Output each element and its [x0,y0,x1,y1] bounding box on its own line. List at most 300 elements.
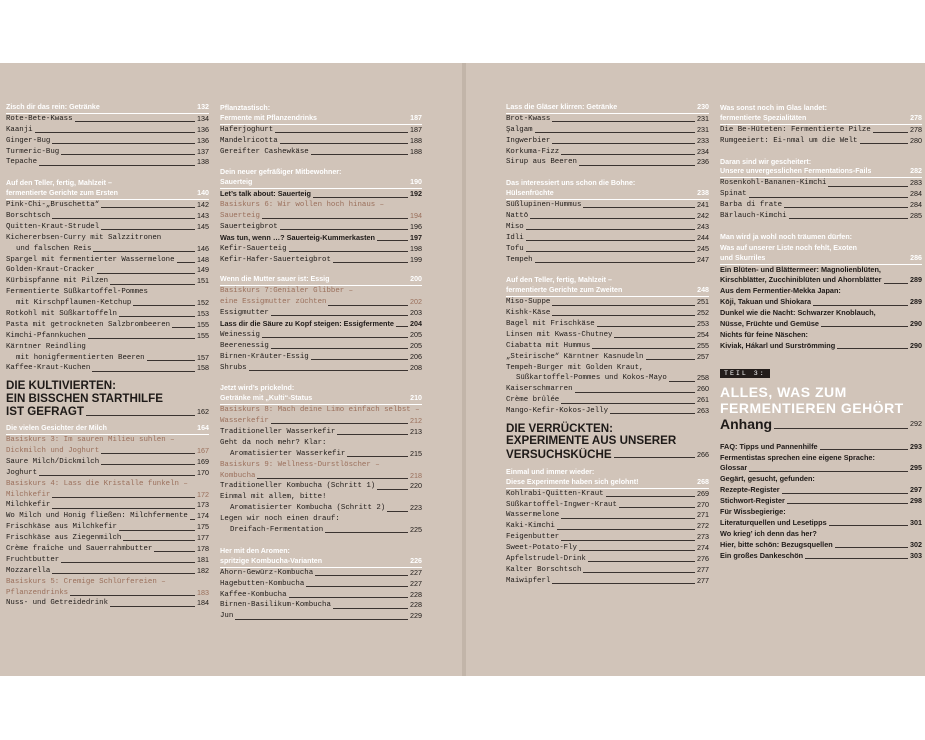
toc-entry [720,496,922,507]
toc-entry [506,114,709,125]
toc-entry-title: und falschen Reis [16,244,92,253]
leader-dots [172,327,195,328]
leader-dots [119,316,195,317]
page-number: 274 [697,543,709,553]
leader-dots [88,338,195,339]
leader-dots [333,608,408,609]
page-number: 248 [697,286,709,295]
leader-dots [552,143,695,144]
toc-entry [220,600,422,611]
toc-entry [720,442,922,453]
leader-dots [828,186,908,187]
toc-entry [6,446,209,457]
leader-dots [552,315,695,316]
toc-entry [6,555,209,566]
page-number: 200 [410,275,422,284]
toc-entry [6,353,209,364]
toc-entry [6,320,209,331]
page-number: 212 [410,416,422,426]
page-number: 226 [410,556,422,565]
toc-entry [506,521,709,532]
section-heading: Daran sind wir gescheitert: [720,157,812,166]
toc-entry-title: Pink-Chi-„Bruschetta“ [6,201,100,210]
page-number: 268 [697,477,709,486]
toc-line: Basiskurs 7:Genialer Glibber – [220,287,354,296]
toc-entry-title: Saure Milch/Dickmilch [6,457,100,466]
toc-entry-title: Dickmilch und Joghurt [6,446,100,455]
toc-entry-title: Birnen-Kräuter-Essig [220,352,309,361]
section-heading [6,103,209,114]
page-number: 263 [697,406,709,416]
page-number: 230 [697,102,709,111]
page-number: 181 [197,554,209,564]
toc-column-1 [6,103,209,609]
leader-dots [119,530,195,531]
toc-entry [506,136,709,147]
toc-entry [720,200,922,211]
toc-entry-title: Rote-Bete-Kwass [6,114,73,123]
leader-dots [271,423,408,424]
page-number: 261 [697,395,709,405]
page-number: 210 [410,394,422,403]
toc-entry [6,522,209,533]
leader-dots [787,503,908,504]
leader-dots [579,550,695,551]
leader-dots [35,132,195,133]
toc-entry [6,147,209,158]
leader-dots [805,558,908,559]
page-number: 243 [697,221,709,231]
section-heading-text: Fermente mit Pflanzendrinks [220,113,317,122]
toc-entry [506,373,709,384]
leader-dots [313,197,408,198]
toc-entry-title: Kaiserschmarren [506,385,573,394]
leader-dots [526,229,695,230]
toc-entry [506,554,709,565]
toc-entry-title: Kishk-Käse [506,309,551,318]
section-heading: Einmal und immer wieder: [506,467,595,476]
toc-entry-title: Kiviak, Hákarl und Surströmming [720,340,836,350]
spacer [720,147,922,157]
toc-entry-title: Borschtsch [6,212,51,220]
toc-entry [6,331,209,342]
section-heading [506,286,709,297]
toc-entry-title: Kombucha [220,471,256,480]
spacer [6,168,209,178]
toc-entry-title: Kalter Borschtsch [506,565,582,574]
leader-dots [561,540,695,541]
toc-entry-title: Mango-Kefir-Kokos-Jelly [506,407,609,416]
page-number: 236 [697,157,709,167]
leader-dots [860,143,909,144]
page-number: 178 [197,543,209,553]
leader-dots [249,370,408,371]
toc-column-2 [220,103,422,622]
page-number: 173 [197,500,209,510]
toc-entry [506,510,709,521]
toc-line: Ein Blüten- und Blättermeer: Magnolienblüten, [720,264,881,274]
toc-entry [220,449,422,460]
toc-entry-title: Haferjoghurt [220,125,274,134]
leader-dots [579,165,695,166]
section-heading-text: fermentierte Gerichte zum Zweiten [506,286,623,295]
toc-line: Einmal mit allem, bitte! [220,493,327,502]
toc-line: Basiskurs 5: Cremige Schlürfereien – [6,577,166,586]
page-number: 187 [410,124,422,134]
toc-entry [506,319,709,330]
leader-dots [782,493,908,494]
toc-column-3 [506,103,709,587]
page-number: 164 [197,424,209,433]
toc-entry [6,157,209,168]
page-number: 289 [910,275,922,285]
toc-entry [6,533,209,544]
toc-entry [220,611,422,622]
toc-entry-title: Gereifter Cashewkäse [220,147,309,156]
page-number: 228 [410,589,422,599]
toc-entry-title: Kefir-Sauerteig [220,244,287,253]
page-number: 238 [697,189,709,198]
toc-entry-title: Bärlauch-Kimchi [720,212,787,220]
toc-entry-title: Feigenbutter [506,533,560,542]
part-title: EIN BISSCHEN STARTHILFE [6,391,163,405]
spacer [506,168,709,178]
toc-line: Kärntner Reindling [6,342,86,351]
toc-entry [6,468,209,479]
section-heading [220,178,422,189]
part-title: ALLES, WAS ZUM [720,383,847,400]
leader-dots [110,284,195,285]
leader-dots [271,348,408,349]
page-number: 223 [410,503,422,513]
toc-entry-title: Joghurt [6,468,38,477]
leader-dots [619,507,695,508]
leader-dots [262,337,408,338]
page-number: 218 [410,470,422,480]
leader-dots [377,489,408,490]
toc-entry-title: Rezepte-Register [720,485,780,495]
page-number: 146 [197,243,209,253]
leader-dots [147,360,195,361]
leader-dots [561,403,695,404]
toc-entry [220,405,422,416]
section-heading-text: fermentierte Spezialitäten [720,113,807,122]
toc-entry [6,114,209,125]
leader-dots [526,240,695,241]
leader-dots [289,251,408,252]
toc-entry [506,341,709,352]
section-heading [220,114,422,125]
leader-dots [280,229,408,230]
leader-dots [154,551,195,552]
page-number: 292 [910,418,922,428]
toc-entry-title: Kohlrabi-Quitten-Kraut [506,489,604,498]
page-number: 290 [910,319,922,329]
toc-entry-title: Apfelstrudel-Drink [506,554,586,563]
toc-entry [220,319,422,330]
page-number: 297 [910,485,922,495]
section-heading: Her mit den Aromen: [220,546,290,555]
leader-dots [552,121,695,122]
toc-entry-title: Bagel mit Frischkäse [506,320,595,329]
toc-entry-title: Ahorn-Gewürz-Kombucha [220,568,314,577]
leader-dots [561,518,695,519]
page-number: 183 [197,587,209,597]
page-number: 266 [697,449,709,459]
page-number: 204 [410,319,422,329]
page-number: 289 [910,297,922,307]
page-number: 136 [197,135,209,145]
leader-dots [535,132,695,133]
toc-entry-title: Şalgam [506,125,533,134]
toc-line: Nichts für feine Näschen: [720,329,808,339]
page-number: 172 [197,489,209,499]
page-number: 242 [697,211,709,220]
toc-entry-title: Sauerteig [220,212,260,220]
section-heading: Pflanztastisch: [220,104,271,112]
toc-entry [506,297,709,308]
leader-dots [101,229,195,230]
toc-entry [220,147,422,158]
toc-entry-title: Wassermelone [506,511,560,520]
part-badge: TEIL 3: [720,369,770,378]
toc-entry-title: Dreifach-Fermentation [230,526,324,535]
part-title [6,405,209,418]
page-number: 277 [697,575,709,585]
toc-entry-title: Ingwerbier [506,136,551,145]
toc-entry [220,352,422,363]
spacer [720,222,922,232]
leader-dots [749,471,908,472]
toc-entry-title: Pasta mit getrockneten Salzbrombeeren [6,320,171,329]
page-number: 153 [197,309,209,319]
toc-line: Kichererbsen-Curry mit Salzzitronen [6,233,162,242]
page-number: 286 [910,253,922,262]
leader-dots [561,154,695,155]
toc-entry [506,384,709,395]
page-number: 231 [697,124,709,134]
section-heading-text: Getränke mit „Kulti“-Status [220,394,313,403]
toc-entry [6,222,209,233]
toc-entry-title: Wo Milch und Honig fließen: Milchfermente [6,512,188,521]
page-number: 280 [910,135,922,145]
leader-dots [235,619,408,620]
page-number: 213 [410,427,422,437]
toc-entry-title: Kimchi-Pfannkuchen [6,331,86,340]
toc-entry [506,543,709,554]
toc-entry [220,590,422,601]
toc-entry-title: Süßkartoffel-Ingwer-Kraut [506,500,617,509]
page-number: 298 [910,496,922,506]
toc-entry-title: Spinat [720,190,747,199]
toc-entry-title: Aromatisierter Kombucha (Schritt 2) [230,504,386,513]
leader-dots [597,326,695,327]
page-number: 233 [697,135,709,145]
toc-entry [220,297,422,308]
toc-entry [720,319,922,330]
section-heading [6,189,209,200]
toc-entry-title: Pflanzendrinks [6,588,69,597]
part-title-text: IST GEFRAGT [6,405,84,419]
leader-dots [75,121,195,122]
leader-dots [271,315,408,316]
page-number: 157 [197,352,209,362]
spacer [220,536,422,546]
toc-entry [506,255,709,266]
toc-entry-title: Kōji, Takuan und Shiokara [720,297,812,307]
page-number: 228 [410,600,422,610]
leader-dots [387,511,408,512]
page-number: 255 [697,340,709,350]
page-number: 194 [410,211,422,220]
toc-entry-title: Golden-Kraut-Cracker [6,266,95,275]
page-number: 225 [410,525,422,535]
toc-line: Dunkel wie die Nacht: Schwarzer Knoblauch, [720,308,876,318]
toc-entry-title: Glossar [720,463,748,473]
leader-dots [52,143,195,144]
leader-dots [530,218,695,219]
toc-entry [6,244,209,255]
toc-entry [6,211,209,222]
leader-dots [328,305,408,306]
toc-entry-title: Literaturquellen und Lesetipps [720,517,827,527]
leader-dots [820,449,908,450]
toc-entry [6,309,209,320]
page-number: 136 [197,124,209,134]
toc-line: Fermentierte Süßkartoffel-Pommes [6,288,148,297]
section-heading: Was auf unserer Liste noch fehlt, Exoten [720,243,857,252]
toc-entry [6,125,209,136]
page-number: 155 [197,319,209,329]
toc-entry [220,222,422,233]
page-number: 134 [197,113,209,123]
page-number: 244 [697,232,709,242]
spacer [720,352,922,362]
toc-entry-title: Korkuma-Fizz [506,147,560,156]
page-number: 148 [197,254,209,264]
page-number: 187 [410,113,422,122]
leader-dots [774,428,908,429]
toc-entry [720,211,922,222]
toc-line: Gegärt, gesucht, gefunden: [720,474,815,484]
page-number: 199 [410,254,422,264]
page-number: 137 [197,146,209,156]
page-number: 229 [410,611,422,621]
toc-entry [506,576,709,587]
toc-entry-title: Kaki-Kimchi [506,522,555,531]
leader-dots [101,207,195,208]
section-heading-text: Wenn die Mutter sauer ist: Essig [220,275,330,284]
toc-entry [6,511,209,522]
toc-line: Tempeh-Burger mit Golden Kraut, [506,363,644,372]
leader-dots [97,273,195,274]
toc-entry [220,341,422,352]
page-number: 301 [910,517,922,527]
leader-dots [749,197,908,198]
page-number: 167 [197,445,209,455]
toc-entry-title: mit Kirschpflaumen-Ketchup [16,299,132,308]
toc-entry [720,189,922,200]
toc-entry [506,244,709,255]
page-number: 251 [697,297,709,307]
leader-dots [884,283,909,284]
section-heading-text: fermentierte Gerichte zum Ersten [6,189,118,198]
toc-entry [6,298,209,309]
toc-entry [220,211,422,222]
toc-entry-title: Miso [506,222,524,231]
section-heading-text: Sauerteig [220,178,253,187]
page-number: 276 [697,553,709,563]
page-number: 302 [910,539,922,549]
section-heading [720,114,922,125]
toc-entry-title: Nattō [506,212,529,220]
page-number: 282 [910,167,922,176]
toc-entry-title: Nuss- und Getreidedrink [6,599,109,608]
page-number: 285 [910,211,922,220]
leader-dots [61,562,195,563]
part-title: FERMENTIEREN GEHÖRT [720,399,904,416]
leader-dots [583,207,695,208]
toc-entry [506,125,709,136]
page-number: 196 [410,221,422,231]
toc-line: Aus dem Fermentier-Mekka Japan: [720,286,841,296]
toc-entry [220,568,422,579]
page-number: 252 [697,308,709,318]
toc-entry-title: Brot-Kwass [506,114,551,123]
toc-entry [506,157,709,168]
toc-entry [6,490,209,501]
toc-entry [6,566,209,577]
toc-entry-title: Tempeh [506,255,533,264]
part-title: EXPERIMENTE AUS UNSERER [506,434,677,448]
toc-entry-title: Let’s talk about: Sauerteig [220,189,311,199]
leader-dots [789,218,908,219]
toc-entry-title: Traditioneller Wasserkefir [220,428,336,437]
toc-entry-title: Kaffee-Kraut-Kuchen [6,364,91,373]
toc-column-4 [720,103,922,562]
toc-line: Geht da noch mehr? Klar: [220,438,327,447]
toc-entry [220,525,422,536]
leader-dots [646,359,696,360]
toc-entry [720,275,922,286]
leader-dots [588,561,695,562]
toc-line: Legen wir noch einen drauf: [220,515,340,524]
toc-entry [506,395,709,406]
part-title: DIE KULTIVIERTEN: [6,379,116,393]
toc-entry-title: Ein großes Dankeschön [720,550,804,560]
toc-entry-title: Frischkäse aus Ziegenmilch [6,534,122,543]
leader-dots [70,595,195,596]
toc-line: Basiskurs 3: Im sauren Milieu suhlen – [6,436,175,445]
toc-entry-title: Spargel mit fermentierter Wassermelone [6,255,175,264]
page-number: 227 [410,567,422,577]
toc-entry [6,255,209,266]
leader-dots [837,348,908,349]
page-number: 188 [410,146,422,156]
part-title-text: VERSUCHSKÜCHE [506,447,612,461]
toc-entry-title: Birnen-Basilikum-Kombucha [220,601,331,610]
toc-entry-title: Hagebutten-Kombucha [220,579,305,588]
toc-entry-title: Rotkohl mit Süßkartoffeln [6,310,117,319]
page-number: 198 [410,243,422,253]
section-heading: Das interessiert uns schon die Bohne: [506,179,636,188]
leader-dots [52,218,195,219]
section-heading [6,424,209,435]
leader-dots [306,586,408,587]
leader-dots [377,240,408,241]
toc-entry [720,485,922,496]
page-number: 278 [910,113,922,122]
